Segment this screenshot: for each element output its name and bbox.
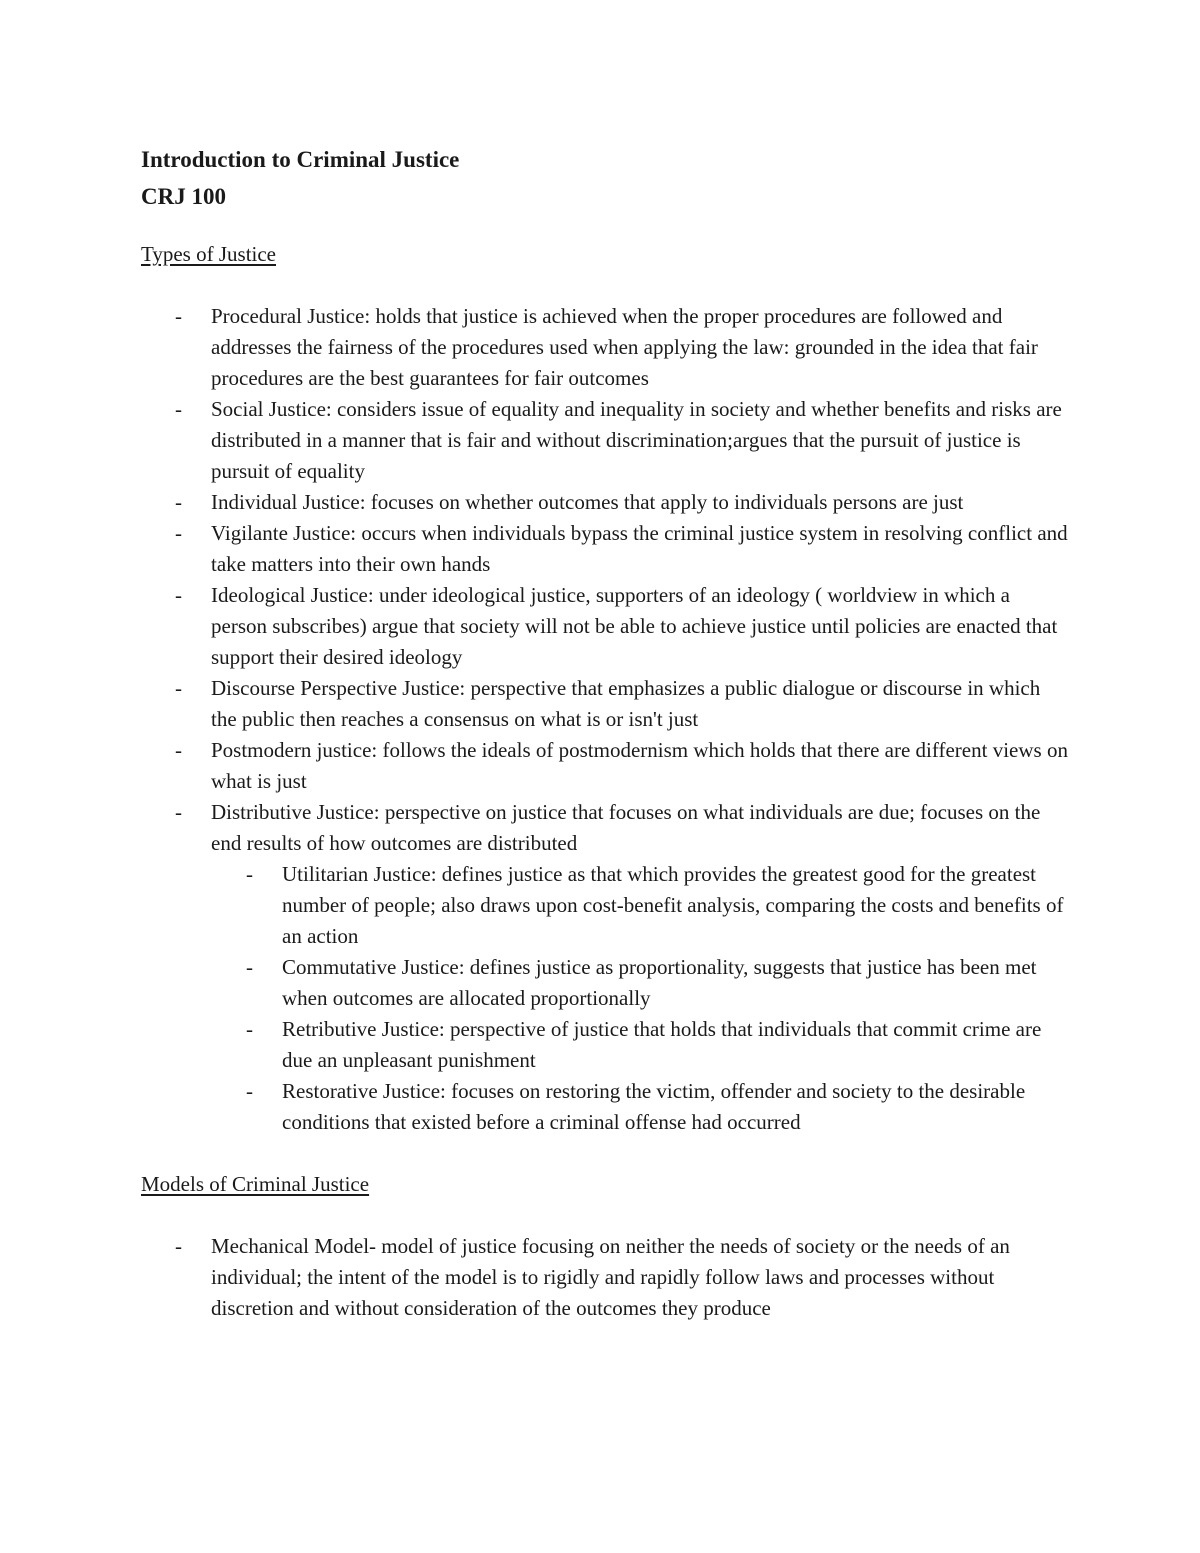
sub-list-item-text: Utilitarian Justice: defines justice as that which provides the greatest good for the greatest number of people; also draws upon cost-benefit analysis, comparing the costs and benefits of an action xyxy=(282,862,1064,948)
section-types-of-justice xyxy=(141,239,1071,1138)
dash-bullet: - xyxy=(175,490,182,514)
dash-bullet: - xyxy=(175,738,182,762)
spacer xyxy=(141,1138,1071,1169)
course-code: CRJ 100 xyxy=(141,184,226,209)
dash-bullet: - xyxy=(246,1017,253,1041)
dash-bullet: - xyxy=(175,304,182,328)
list-item-text: Ideological Justice: under ideological justice, supporters of an ideology ( worldview in which a person subscribes) argue that society will not be able to achieve justice until policies are enacted that support their desired ideology xyxy=(211,583,1058,669)
list-item-text: Procedural Justice: holds that justice is achieved when the proper procedures are followed and addresses the fairness of the procedures used when applying the law: grounded in the idea that fair procedures are the best guarantees for fair outcomes xyxy=(211,304,1038,390)
list-item xyxy=(141,487,1071,518)
sub-bullet-list xyxy=(211,859,1071,1138)
list-item-text: Vigilante Justice: occurs when individuals bypass the criminal justice system in resolving conflict and take matters into their own hands xyxy=(211,521,1068,576)
document-page xyxy=(141,141,1071,1324)
section-models-of-criminal-justice xyxy=(141,1169,1071,1324)
list-item-text: Postmodern justice: follows the ideals of postmodernism which holds that there are different views on what is just xyxy=(211,738,1068,793)
sub-list-item xyxy=(211,859,1071,952)
list-item-text: Mechanical Model- model of justice focusing on neither the needs of society or the needs of an individual; the intent of the model is to rigidly and rapidly follow laws and processes without discretion and without consideration of the outcomes they produce xyxy=(211,1234,1010,1320)
dash-bullet: - xyxy=(246,862,253,886)
list-item-text: Distributive Justice: perspective on justice that focuses on what individuals are due; focuses on the end results of how outcomes are distributed xyxy=(211,800,1041,855)
list-item xyxy=(141,1231,1071,1324)
document-title: Introduction to Criminal Justice xyxy=(141,147,460,172)
dash-bullet: - xyxy=(175,583,182,607)
list-item xyxy=(141,735,1071,797)
list-item xyxy=(141,301,1071,394)
list-item xyxy=(141,580,1071,673)
spacer xyxy=(141,270,1071,301)
bullet-list xyxy=(141,301,1071,1138)
sub-list-item xyxy=(211,1076,1071,1138)
spacer xyxy=(141,1200,1071,1231)
list-item-text: Individual Justice: focuses on whether outcomes that apply to individuals persons are just xyxy=(211,490,964,514)
bullet-list xyxy=(141,1231,1071,1324)
sub-list-item-text: Retributive Justice: perspective of justice that holds that individuals that commit crime are due an unpleasant punishment xyxy=(282,1017,1042,1072)
sub-list-item xyxy=(211,1014,1071,1076)
dash-bullet: - xyxy=(175,397,182,421)
list-item-text: Social Justice: considers issue of equality and inequality in society and whether benefits and risks are distributed in a manner that is fair and without discrimination;argues that the pursuit of justice is pursuit of equality xyxy=(211,397,1062,483)
dash-bullet: - xyxy=(246,955,253,979)
section-heading: Models of Criminal Justice xyxy=(141,1172,370,1196)
list-item xyxy=(141,394,1071,487)
dash-bullet: - xyxy=(175,1234,182,1258)
spacer xyxy=(141,215,1071,239)
list-item xyxy=(141,673,1071,735)
dash-bullet: - xyxy=(175,800,182,824)
sub-list-item-text: Commutative Justice: defines justice as proportionality, suggests that justice has been met when outcomes are allocated proportionally xyxy=(282,955,1037,1010)
list-item xyxy=(141,797,1071,1138)
sub-list-item-text: Restorative Justice: focuses on restoring the victim, offender and society to the desirable conditions that existed before a criminal offense had occurred xyxy=(282,1079,1026,1134)
sub-list-item xyxy=(211,952,1071,1014)
dash-bullet: - xyxy=(175,521,182,545)
list-item xyxy=(141,518,1071,580)
dash-bullet: - xyxy=(175,676,182,700)
section-heading: Types of Justice xyxy=(141,242,277,266)
list-item-text: Discourse Perspective Justice: perspective that emphasizes a public dialogue or discourse in which the public then reaches a consensus on what is or isn't just xyxy=(211,676,1041,731)
dash-bullet: - xyxy=(246,1079,253,1103)
